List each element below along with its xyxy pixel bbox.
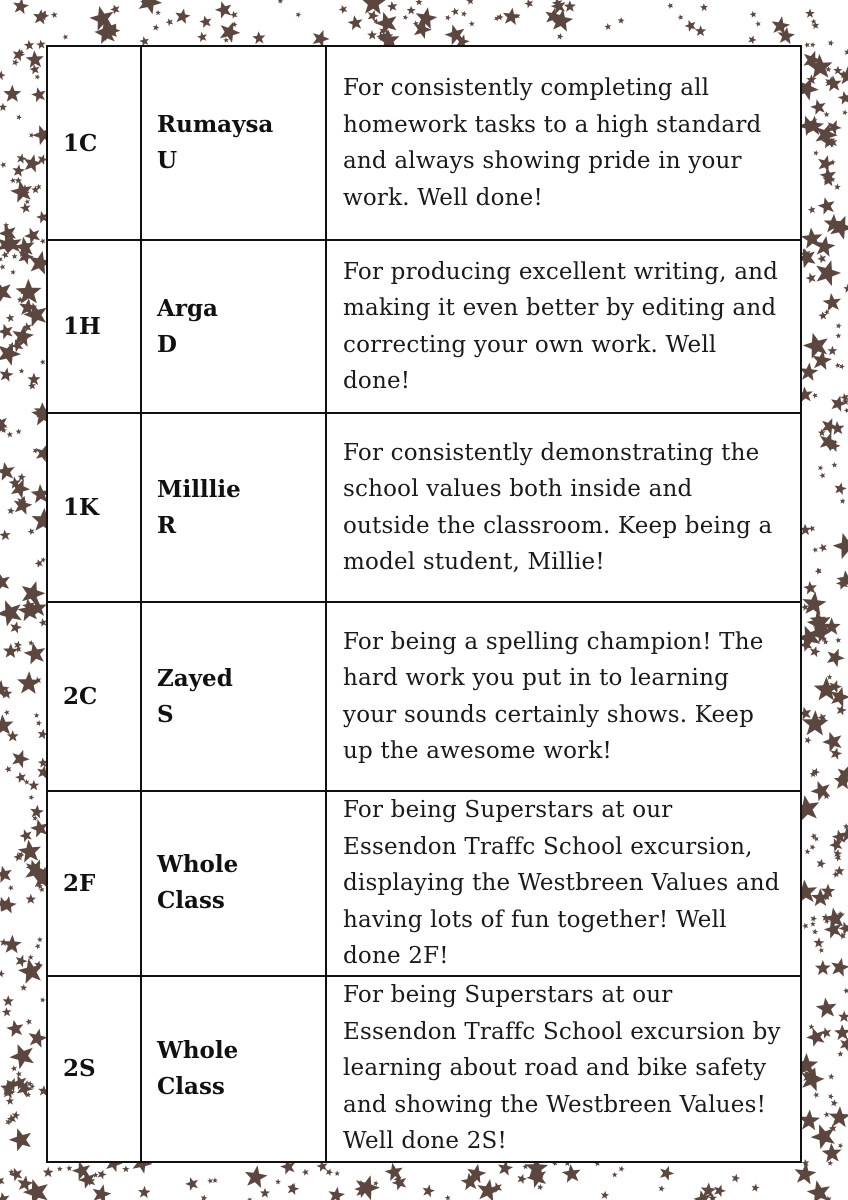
star-icon [0,71,6,81]
star-icon [2,1007,12,1016]
star-icon [557,33,564,40]
star-icon [825,75,842,91]
star-icon [836,705,846,716]
star-icon [16,955,28,968]
star-icon [212,1177,218,1183]
star-icon [5,766,12,773]
star-icon [834,1024,848,1040]
star-icon [750,11,757,18]
star-icon [9,1044,34,1069]
star-icon [802,592,826,616]
star-icon [16,429,22,435]
star-icon [445,15,451,21]
star-icon [17,671,41,694]
star-icon [220,22,240,43]
star-icon [199,16,211,29]
star-icon [816,998,837,1019]
star-icon [822,1143,842,1163]
star-icon [827,346,837,356]
star-icon [0,600,22,626]
star-icon [10,180,32,202]
star-icon [29,1029,48,1048]
table-row [47,791,801,976]
table-row [47,240,801,413]
star-icon [812,547,818,553]
star-icon [805,9,815,18]
star-icon [0,866,12,883]
star-icon [7,507,15,514]
star-icon [175,9,190,24]
star-icon [10,178,16,184]
star-icon [831,462,837,468]
star-icon [828,1093,834,1099]
star-icon [22,581,46,606]
star-icon [822,732,842,752]
star-icon [812,929,818,935]
star-icon [66,1165,72,1171]
star-icon [619,1166,625,1172]
star-icon [16,114,22,120]
star-icon [695,25,707,36]
star-icon [0,103,7,111]
star-icon [40,997,46,1003]
star-icon [445,1195,451,1200]
star-icon [20,203,31,214]
star-icon [828,40,834,46]
star-icon [810,99,825,115]
star-icon [815,236,836,257]
award-message-cell: For consistently demonstrating the school values both inside and outside the classroom. Keep being a model student, Millie! [326,413,801,602]
last-name: U [157,147,178,174]
star-icon [43,1167,54,1177]
star-icon [367,30,377,40]
star-icon [16,1071,22,1077]
star-icon [601,1191,609,1199]
star-icon [835,637,841,643]
star-icon [207,1178,213,1184]
star-icon [275,1179,281,1185]
star-icon [828,1073,834,1079]
star-icon [20,984,27,991]
star-icon [29,795,35,801]
awards-table [46,45,802,1163]
star-icon [451,8,459,16]
star-icon [252,31,265,44]
star-icon [524,0,533,8]
star-icon [685,20,696,32]
star-icon [37,937,43,943]
star-icon [806,273,816,284]
table-row [47,413,801,602]
award-message-cell: For being Superstars at our Essendon Traffc School excursion, displaying the Westbreen Values and having lots of fun together! Well done 2F! [326,791,801,976]
star-icon [833,533,848,559]
award-message-cell: For producing excellent writing, and making it even better by editing and correcting your own work. Well done! [326,240,801,413]
star-icon [839,364,845,370]
star-icon [810,42,816,48]
student-name-cell [141,976,326,1162]
star-icon [834,183,841,190]
star-icon [260,1188,270,1198]
star-icon [93,1184,112,1200]
star-icon [795,1163,817,1185]
star-icon [0,264,5,270]
star-icon [245,1165,268,1188]
star-icon [27,373,40,386]
student-name-cell [141,602,326,791]
star-icon [3,85,21,102]
star-icon [0,1176,5,1186]
star-icon [831,958,848,977]
star-icon [19,829,31,842]
star-icon [403,15,409,21]
star-icon [659,1185,665,1192]
star-icon [0,572,10,592]
star-icon [35,943,41,949]
star-icon [215,1,232,18]
star-icon [7,431,13,437]
star-icon [0,970,5,978]
star-icon [0,257,3,263]
star-icon [26,50,44,68]
star-icon [844,408,848,414]
star-icon [818,947,824,953]
star-icon [13,48,25,61]
star-icon [0,529,11,540]
star-icon [827,649,845,668]
star-icon [810,844,816,850]
star-icon [166,18,174,26]
star-icon [201,1195,208,1200]
star-icon [667,3,673,9]
star-icon [838,1143,844,1149]
star-icon [35,74,41,80]
star-icon [844,49,848,56]
star-icon [0,324,13,340]
star-icon [138,1186,151,1198]
star-icon [6,314,15,323]
last-name: Class [157,1072,225,1100]
star-icon [0,938,8,946]
star-icon [416,7,438,29]
star-icon [700,3,708,11]
star-icon [732,1174,741,1183]
star-icon [819,473,825,479]
star-icon [461,11,467,17]
star-icon [12,59,19,66]
star-icon [185,1177,198,1191]
star-icon [10,621,22,633]
star-icon [811,781,831,801]
star-icon [375,12,397,35]
star-icon [33,448,39,454]
first-name: Arga [157,294,218,322]
class-cell: 1H [47,240,141,413]
first-name: Whole [157,851,239,879]
star-icon [660,1166,674,1181]
star-icon [296,12,302,18]
star-icon [840,498,846,504]
table-row [47,976,801,1162]
last-name: R [157,511,177,539]
last-name: D [157,330,177,358]
star-icon [830,748,842,760]
star-icon [803,581,817,594]
star-icon [24,228,40,244]
star-icon [10,269,16,275]
star-icon [17,1176,33,1192]
star-icon [714,1185,726,1198]
star-icon [36,720,42,726]
star-icon [835,363,841,369]
last-name: Class [157,887,225,915]
star-icon [15,772,26,783]
class-cell: 2S [47,976,141,1162]
star-icon [334,1171,340,1177]
star-icon [373,1180,379,1186]
star-icon [813,150,819,156]
star-icon [223,37,229,43]
first-name: Zayed [157,664,233,692]
star-icon [230,11,238,19]
class-cell: 1K [47,413,141,602]
star-icon [618,17,625,24]
first-name: Whole [157,1036,239,1064]
star-icon [804,42,810,48]
star-icon [24,40,34,50]
star-icon [818,197,835,214]
star-icon [62,34,68,40]
star-icon [817,254,826,263]
star-icon [466,0,474,5]
star-icon [11,1065,17,1071]
star-icon [612,1172,618,1178]
star-icon [755,21,761,27]
star-icon [835,482,847,495]
star-icon [18,473,26,481]
class-cell: 1C [47,46,141,240]
star-icon [12,750,30,768]
star-icon [813,937,824,948]
star-icon [813,1092,819,1098]
star-icon [36,40,45,49]
star-icon [0,714,14,735]
star-icon [387,1,398,11]
star-icon [806,1028,825,1047]
star-icon [840,1038,848,1051]
star-icon [838,91,848,105]
star-icon [302,1169,309,1176]
star-icon [564,0,576,12]
star-icon [17,153,27,163]
star-icon [827,674,833,680]
star-icon [4,710,10,716]
star-icon [748,36,757,45]
star-icon [537,1184,543,1191]
star-icon [153,24,160,31]
star-icon [809,1024,815,1030]
star-icon [823,293,842,311]
star-icon [831,1099,838,1107]
star-icon [12,1111,20,1120]
star-icon [827,1160,833,1166]
star-icon [24,642,46,664]
star-icon [392,1175,407,1190]
star-icon [326,1168,333,1176]
class-cell: 2F [47,791,141,976]
star-icon [3,995,15,1006]
star-icon [278,0,284,4]
star-icon [818,465,824,471]
star-icon [40,238,46,244]
star-icon [805,849,811,855]
star-icon [9,1128,31,1151]
star-icon [31,87,46,102]
star-icon [57,1166,63,1172]
first-name: Rumaysa [157,111,274,138]
star-icon [13,0,29,14]
student-name-cell [141,791,326,976]
star-icon [802,923,808,930]
star-icon [18,840,41,863]
star-icon [29,132,35,138]
star-icon [423,1185,436,1198]
star-icon [477,1179,500,1200]
star-icon [407,6,416,15]
star-icon [0,162,6,168]
star-icon [517,1174,527,1184]
star-icon [810,921,816,927]
star-icon [40,359,46,365]
last-name: S [157,700,174,728]
star-icon [51,11,58,18]
student-name-cell [141,240,326,413]
star-icon [25,1018,31,1025]
star-icon [415,0,422,5]
star-icon [12,253,18,259]
star-icon [197,32,207,42]
star-icon [843,284,848,293]
star-icon [0,368,14,382]
star-icon [122,1165,129,1172]
star-icon [8,885,14,891]
class-cell: 2C [47,602,141,791]
first-name: Milllie [157,475,241,503]
star-icon [562,1164,581,1183]
star-icon [838,1011,848,1023]
star-icon [28,780,39,790]
award-message-cell: For consistently completing all homework tasks to a high standard and always showing pride in your work. Well done! [326,46,801,240]
star-icon [842,110,848,116]
star-icon [329,1187,346,1200]
star-icon [12,164,25,177]
table-row [47,46,801,240]
star-icon [678,14,684,20]
star-icon [816,260,841,286]
star-icon [19,368,25,374]
student-name-cell [141,46,326,240]
star-icon [815,960,831,975]
table-row [47,602,801,791]
star-icon [6,1097,14,1105]
star-icon [155,10,161,16]
award-message-cell: For being Superstars at our Essendon Traffc School excursion by learning about road and bike safety and showing the Westbreen Values! Well done 2S! [326,976,801,1162]
star-icon [0,1192,10,1200]
star-icon [812,393,818,399]
star-icon [28,528,35,535]
star-icon [818,155,834,172]
star-icon [0,462,15,481]
star-icon [843,988,848,994]
star-icon [805,737,812,744]
star-icon [0,281,12,304]
star-icon [837,1051,843,1057]
star-icon [98,1170,107,1180]
star-icon [818,543,827,552]
star-icon [34,713,40,719]
star-icon [829,1106,848,1127]
star-icon [30,805,44,819]
star-icon [339,5,348,14]
star-icon [836,323,842,329]
star-icon [348,15,363,30]
star-icon [752,1184,760,1192]
star-icon [811,915,818,922]
star-icon [498,1160,513,1175]
student-name-cell [141,413,326,602]
star-icon [287,1183,299,1195]
star-icon [6,1020,23,1037]
star-icon [469,21,475,27]
star-icon [823,1111,829,1117]
award-message-cell: For being a spelling champion! The hard work you put in to learning your sounds certainly shows. Keep up the awesome work! [326,602,801,791]
star-icon [835,333,841,339]
star-icon [604,23,611,30]
star-icon [808,206,816,214]
star-icon [26,894,36,904]
star-icon [817,859,826,869]
